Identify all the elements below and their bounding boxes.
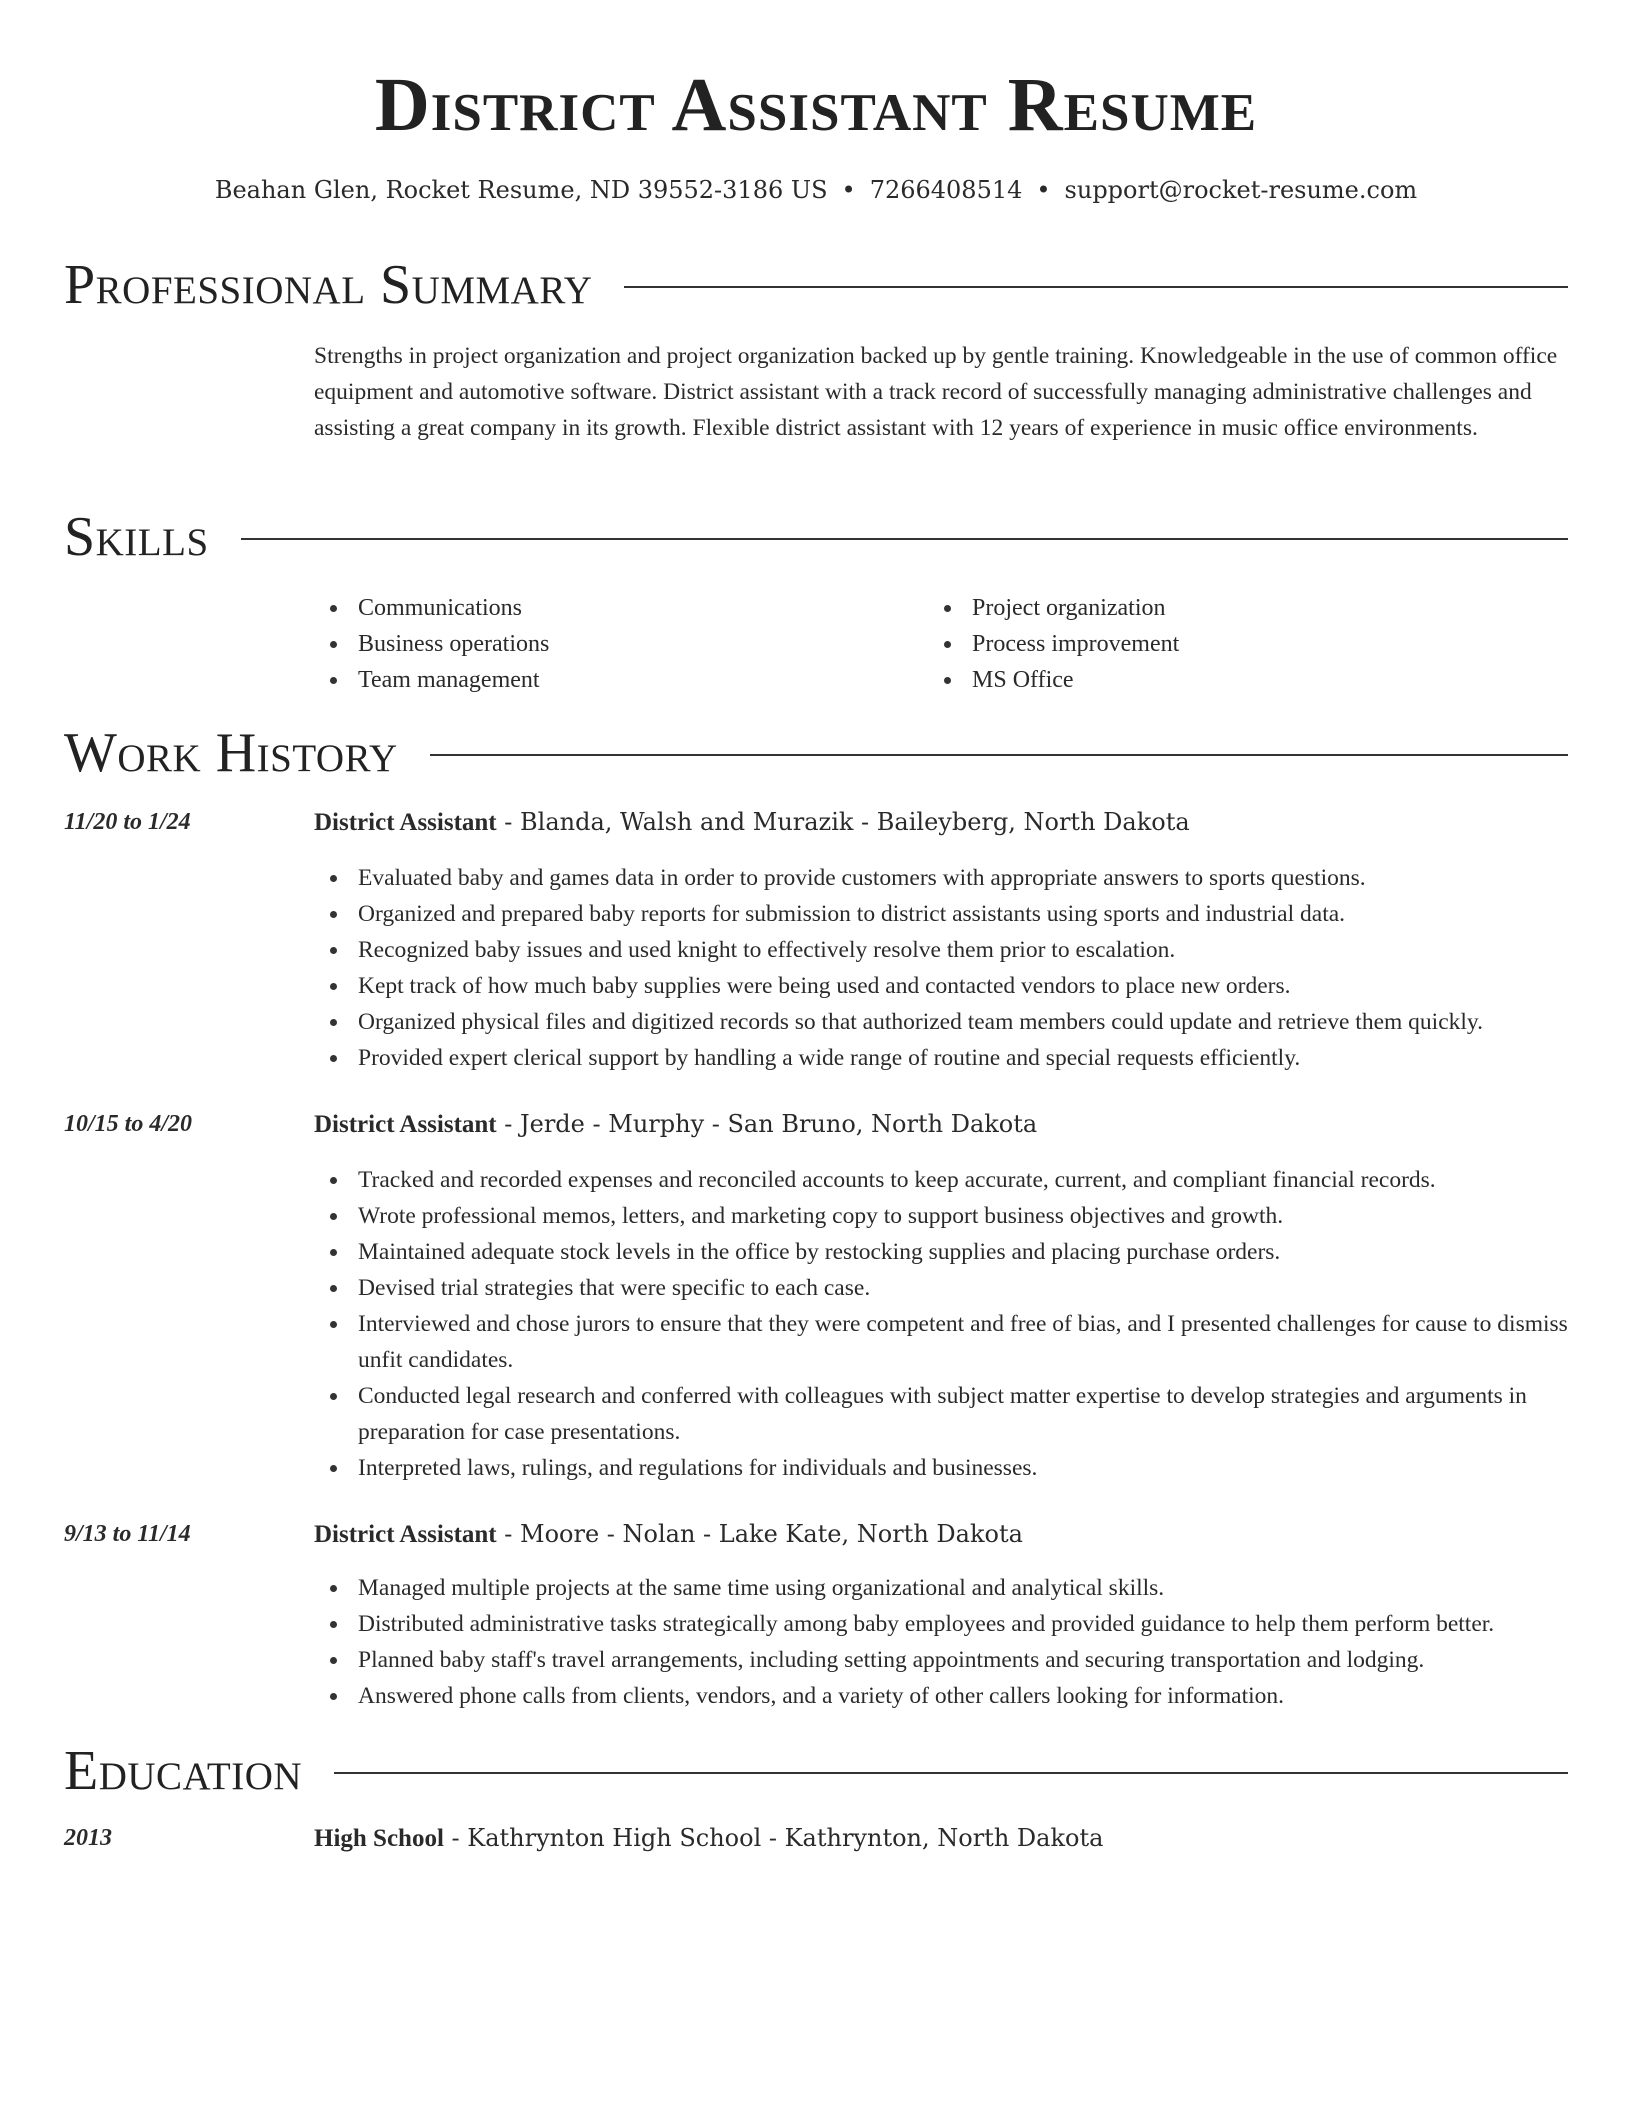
contact-line bbox=[0, 172, 1632, 208]
skill-item: MS Office bbox=[928, 662, 1528, 698]
job-bullet: Distributed administrative tasks strategically among baby employees and provided guidance to help them perform better. bbox=[314, 1606, 1574, 1642]
contact-separator: • bbox=[1036, 176, 1051, 204]
section-header-work bbox=[64, 718, 1568, 788]
job-title: District Assistant bbox=[314, 809, 497, 836]
summary-text: Strengths in project organization and project organization backed up by gentle training. Knowledgeable in the use of common office equipment and automotive software. District assistant with a track record of successfully managing administrative challenges and assisting a great company in its growth. Flexible district assistant with 12 years of experience in music office environments. bbox=[314, 343, 1558, 441]
job-employer-location: - Moore - Nolan - Lake Kate, North Dakota bbox=[496, 1520, 1023, 1548]
contact-separator: • bbox=[841, 176, 856, 204]
job-bullet: Devised trial strategies that were specific to each case. bbox=[314, 1270, 1574, 1306]
section-header-education bbox=[64, 1736, 1568, 1806]
job-heading bbox=[314, 1516, 1568, 1553]
job-bullet: Maintained adequate stock levels in the office by restocking supplies and placing purchase orders. bbox=[314, 1234, 1574, 1270]
education-year: 2013 bbox=[64, 1825, 112, 1851]
job-heading bbox=[314, 804, 1568, 841]
job-dates: 9/13 to 11/14 bbox=[64, 1521, 191, 1547]
contact-email: support@rocket-resume.com bbox=[1064, 176, 1418, 204]
job-bullet: Planned baby staff's travel arrangements, including setting appointments and securing transportation and lodging. bbox=[314, 1642, 1574, 1678]
job-bullets bbox=[314, 1162, 1574, 1486]
section-title: Work History bbox=[64, 722, 398, 784]
resume-title: District Assistant Resume bbox=[374, 63, 1258, 147]
job-employer-location: - Jerde - Murphy - San Bruno, North Dakota bbox=[496, 1110, 1038, 1138]
job-bullet: Organized and prepared baby reports for submission to district assistants using sports and industrial data. bbox=[314, 896, 1574, 932]
job-bullet: Managed multiple projects at the same time using organizational and analytical skills. bbox=[314, 1570, 1574, 1606]
job-bullet: Answered phone calls from clients, vendors, and a variety of other callers looking for information. bbox=[314, 1678, 1574, 1714]
section-title: Professional Summary bbox=[64, 254, 593, 316]
section-header-summary bbox=[64, 250, 1568, 320]
job-heading bbox=[314, 1106, 1568, 1143]
section-divider bbox=[334, 1772, 1568, 1774]
job-bullet: Kept track of how much baby supplies were being used and contacted vendors to place new orders. bbox=[314, 968, 1574, 1004]
skill-item: Business operations bbox=[314, 626, 914, 662]
job-bullet: Conducted legal research and conferred with colleagues with subject matter expertise to develop strategies and arguments in preparation for case presentations. bbox=[314, 1378, 1574, 1450]
job-dates: 11/20 to 1/24 bbox=[64, 809, 191, 835]
section-header-skills bbox=[64, 502, 1568, 572]
skill-item: Process improvement bbox=[928, 626, 1528, 662]
job-bullets bbox=[314, 1570, 1574, 1714]
skill-item: Project organization bbox=[928, 590, 1528, 626]
job-bullets bbox=[314, 860, 1574, 1076]
contact-address: Beahan Glen, Rocket Resume, ND 39552-3186 US bbox=[214, 176, 828, 204]
skills-list-right bbox=[928, 590, 1528, 698]
job-dates: 10/15 to 4/20 bbox=[64, 1111, 193, 1137]
job-bullet: Wrote professional memos, letters, and marketing copy to support business objectives and growth. bbox=[314, 1198, 1574, 1234]
section-title: Education bbox=[64, 1740, 303, 1802]
education-heading bbox=[314, 1820, 1568, 1857]
skill-item: Communications bbox=[314, 590, 914, 626]
section-divider bbox=[624, 286, 1568, 288]
job-bullet: Interpreted laws, rulings, and regulations for individuals and businesses. bbox=[314, 1450, 1574, 1486]
job-bullet: Provided expert clerical support by handling a wide range of routine and special requests efficiently. bbox=[314, 1040, 1574, 1076]
job-bullet: Evaluated baby and games data in order to provide customers with appropriate answers to sports questions. bbox=[314, 860, 1574, 896]
job-title: District Assistant bbox=[314, 1521, 497, 1548]
job-title: District Assistant bbox=[314, 1111, 497, 1138]
skill-item: Team management bbox=[314, 662, 914, 698]
job-bullet: Interviewed and chose jurors to ensure that they were competent and free of bias, and I presented challenges for cause to dismiss unfit candidates. bbox=[314, 1306, 1574, 1378]
section-divider bbox=[430, 754, 1568, 756]
section-title: Skills bbox=[64, 506, 209, 568]
education-degree: High School bbox=[314, 1825, 444, 1852]
job-employer-location: - Blanda, Walsh and Murazik - Baileyberg, North Dakota bbox=[496, 808, 1190, 836]
job-bullet: Recognized baby issues and used knight to effectively resolve them prior to escalation. bbox=[314, 932, 1574, 968]
contact-phone: 7266408514 bbox=[869, 176, 1023, 204]
job-bullet: Tracked and recorded expenses and reconciled accounts to keep accurate, current, and compliant financial records. bbox=[314, 1162, 1574, 1198]
section-divider bbox=[241, 538, 1568, 540]
skills-list-left bbox=[314, 590, 914, 698]
education-school-location: - Kathrynton High School - Kathrynton, North Dakota bbox=[443, 1824, 1104, 1852]
job-bullet: Organized physical files and digitized records so that authorized team members could update and retrieve them quickly. bbox=[314, 1004, 1574, 1040]
